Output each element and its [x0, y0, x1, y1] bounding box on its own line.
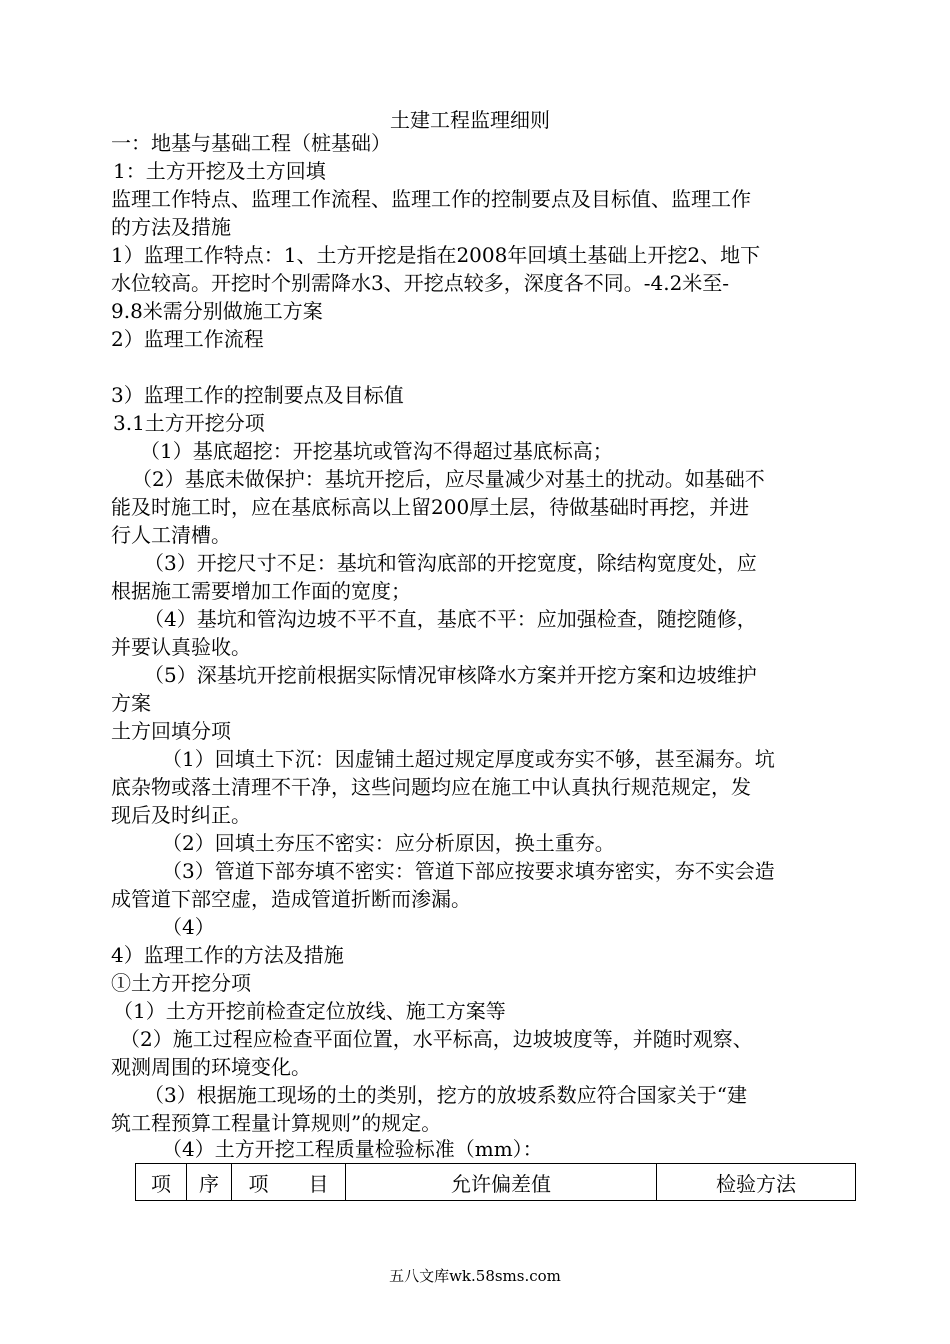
- subsection-heading: 土方回填分项: [111, 719, 231, 743]
- paragraph-line: （4）: [162, 915, 215, 939]
- paragraph-line: 现后及时纠正。: [111, 803, 251, 827]
- paragraph-line: （1）基底超挖：开挖基坑或管沟不得超过基底标高；: [140, 439, 613, 463]
- paragraph-line: 方案: [111, 691, 151, 715]
- table-header-cell: 允许偏差值: [346, 1164, 657, 1201]
- paragraph-line: （2）施工过程应检查平面位置，水平标高，边坡坡度等，并随时观察、: [120, 1027, 753, 1051]
- paragraph-line: （5）深基坑开挖前根据实际情况审核降水方案并开挖方案和边坡维护: [144, 663, 757, 687]
- paragraph-line: 行人工清槽。: [111, 523, 231, 547]
- table-caption: （4）土方开挖工程质量检验标准（mm）：: [162, 1137, 543, 1161]
- paragraph-line: （3）开挖尺寸不足：基坑和管沟底部的开挖宽度，除结构宽度处，应: [144, 551, 757, 575]
- table-header-row: [136, 1164, 856, 1201]
- section-heading: 4）监理工作的方法及措施: [111, 943, 344, 967]
- paragraph-line: 监理工作特点、监理工作流程、监理工作的控制要点及目标值、监理工作: [111, 187, 751, 211]
- paragraph-line: （1）回填土下沉：因虚铺土超过规定厚度或夯实不够，甚至漏夯。坑: [162, 747, 775, 771]
- section-heading: 2）监理工作流程: [111, 327, 264, 351]
- paragraph-line: 筑工程预算工程量计算规则”的规定。: [111, 1111, 442, 1135]
- table-header-cell: 序: [187, 1164, 232, 1201]
- paragraph-line: 根据施工需要增加工作面的宽度；: [111, 579, 411, 603]
- paragraph-line: 水位较高。开挖时个别需降水3、开挖点较多，深度各不同。-4.2米至-: [111, 271, 730, 295]
- paragraph-line: 并要认真验收。: [111, 635, 251, 659]
- paragraph-line: 9.8米需分别做施工方案: [111, 299, 323, 323]
- subsection-heading: ①土方开挖分项: [111, 971, 251, 995]
- paragraph-line: 观测周围的环境变化。: [111, 1055, 311, 1079]
- subsection-heading: 3.1土方开挖分项: [113, 411, 265, 435]
- heading-level2: 1：土方开挖及土方回填: [113, 159, 326, 183]
- quality-standard-table: [135, 1163, 856, 1201]
- table-header-cell: 项 目: [232, 1164, 346, 1201]
- paragraph-line: 1）监理工作特点：1、土方开挖是指在2008年回填土基础上开挖2、地下: [111, 243, 761, 267]
- paragraph-line: （3）根据施工现场的土的类别，挖方的放坡系数应符合国家关于“建: [144, 1083, 747, 1107]
- paragraph-line: 成管道下部空虚，造成管道折断而渗漏。: [111, 887, 471, 911]
- heading-level1: 一：地基与基础工程（桩基础）: [111, 131, 391, 155]
- paragraph-line: （1）土方开挖前检查定位放线、施工方案等: [113, 999, 506, 1023]
- paragraph-line: （2）回填土夯压不密实：应分析原因，换土重夯。: [162, 831, 615, 855]
- paragraph-line: （3）管道下部夯填不密实：管道下部应按要求填夯密实，夯不实会造: [162, 859, 775, 883]
- table-header-cell: 检验方法: [657, 1164, 856, 1201]
- paragraph-line: 能及时施工时，应在基底标高以上留200厚土层，待做基础时再挖，并进: [111, 495, 750, 519]
- table-header-cell: 项: [136, 1164, 187, 1201]
- paragraph-line: （4）基坑和管沟边坡不平不直，基底不平：应加强检查，随挖随修，: [144, 607, 757, 631]
- document-title: 土建工程监理细则: [390, 108, 550, 132]
- paragraph-line: 底杂物或落土清理不干净，这些问题均应在施工中认真执行规范规定，发: [111, 775, 751, 799]
- section-heading: 3）监理工作的控制要点及目标值: [111, 383, 404, 407]
- page-footer: 五八文库wk.58sms.com: [389, 1267, 561, 1285]
- paragraph-line: 的方法及措施: [111, 215, 231, 239]
- paragraph-line: （2）基底未做保护：基坑开挖后，应尽量减少对基土的扰动。如基础不: [132, 467, 765, 491]
